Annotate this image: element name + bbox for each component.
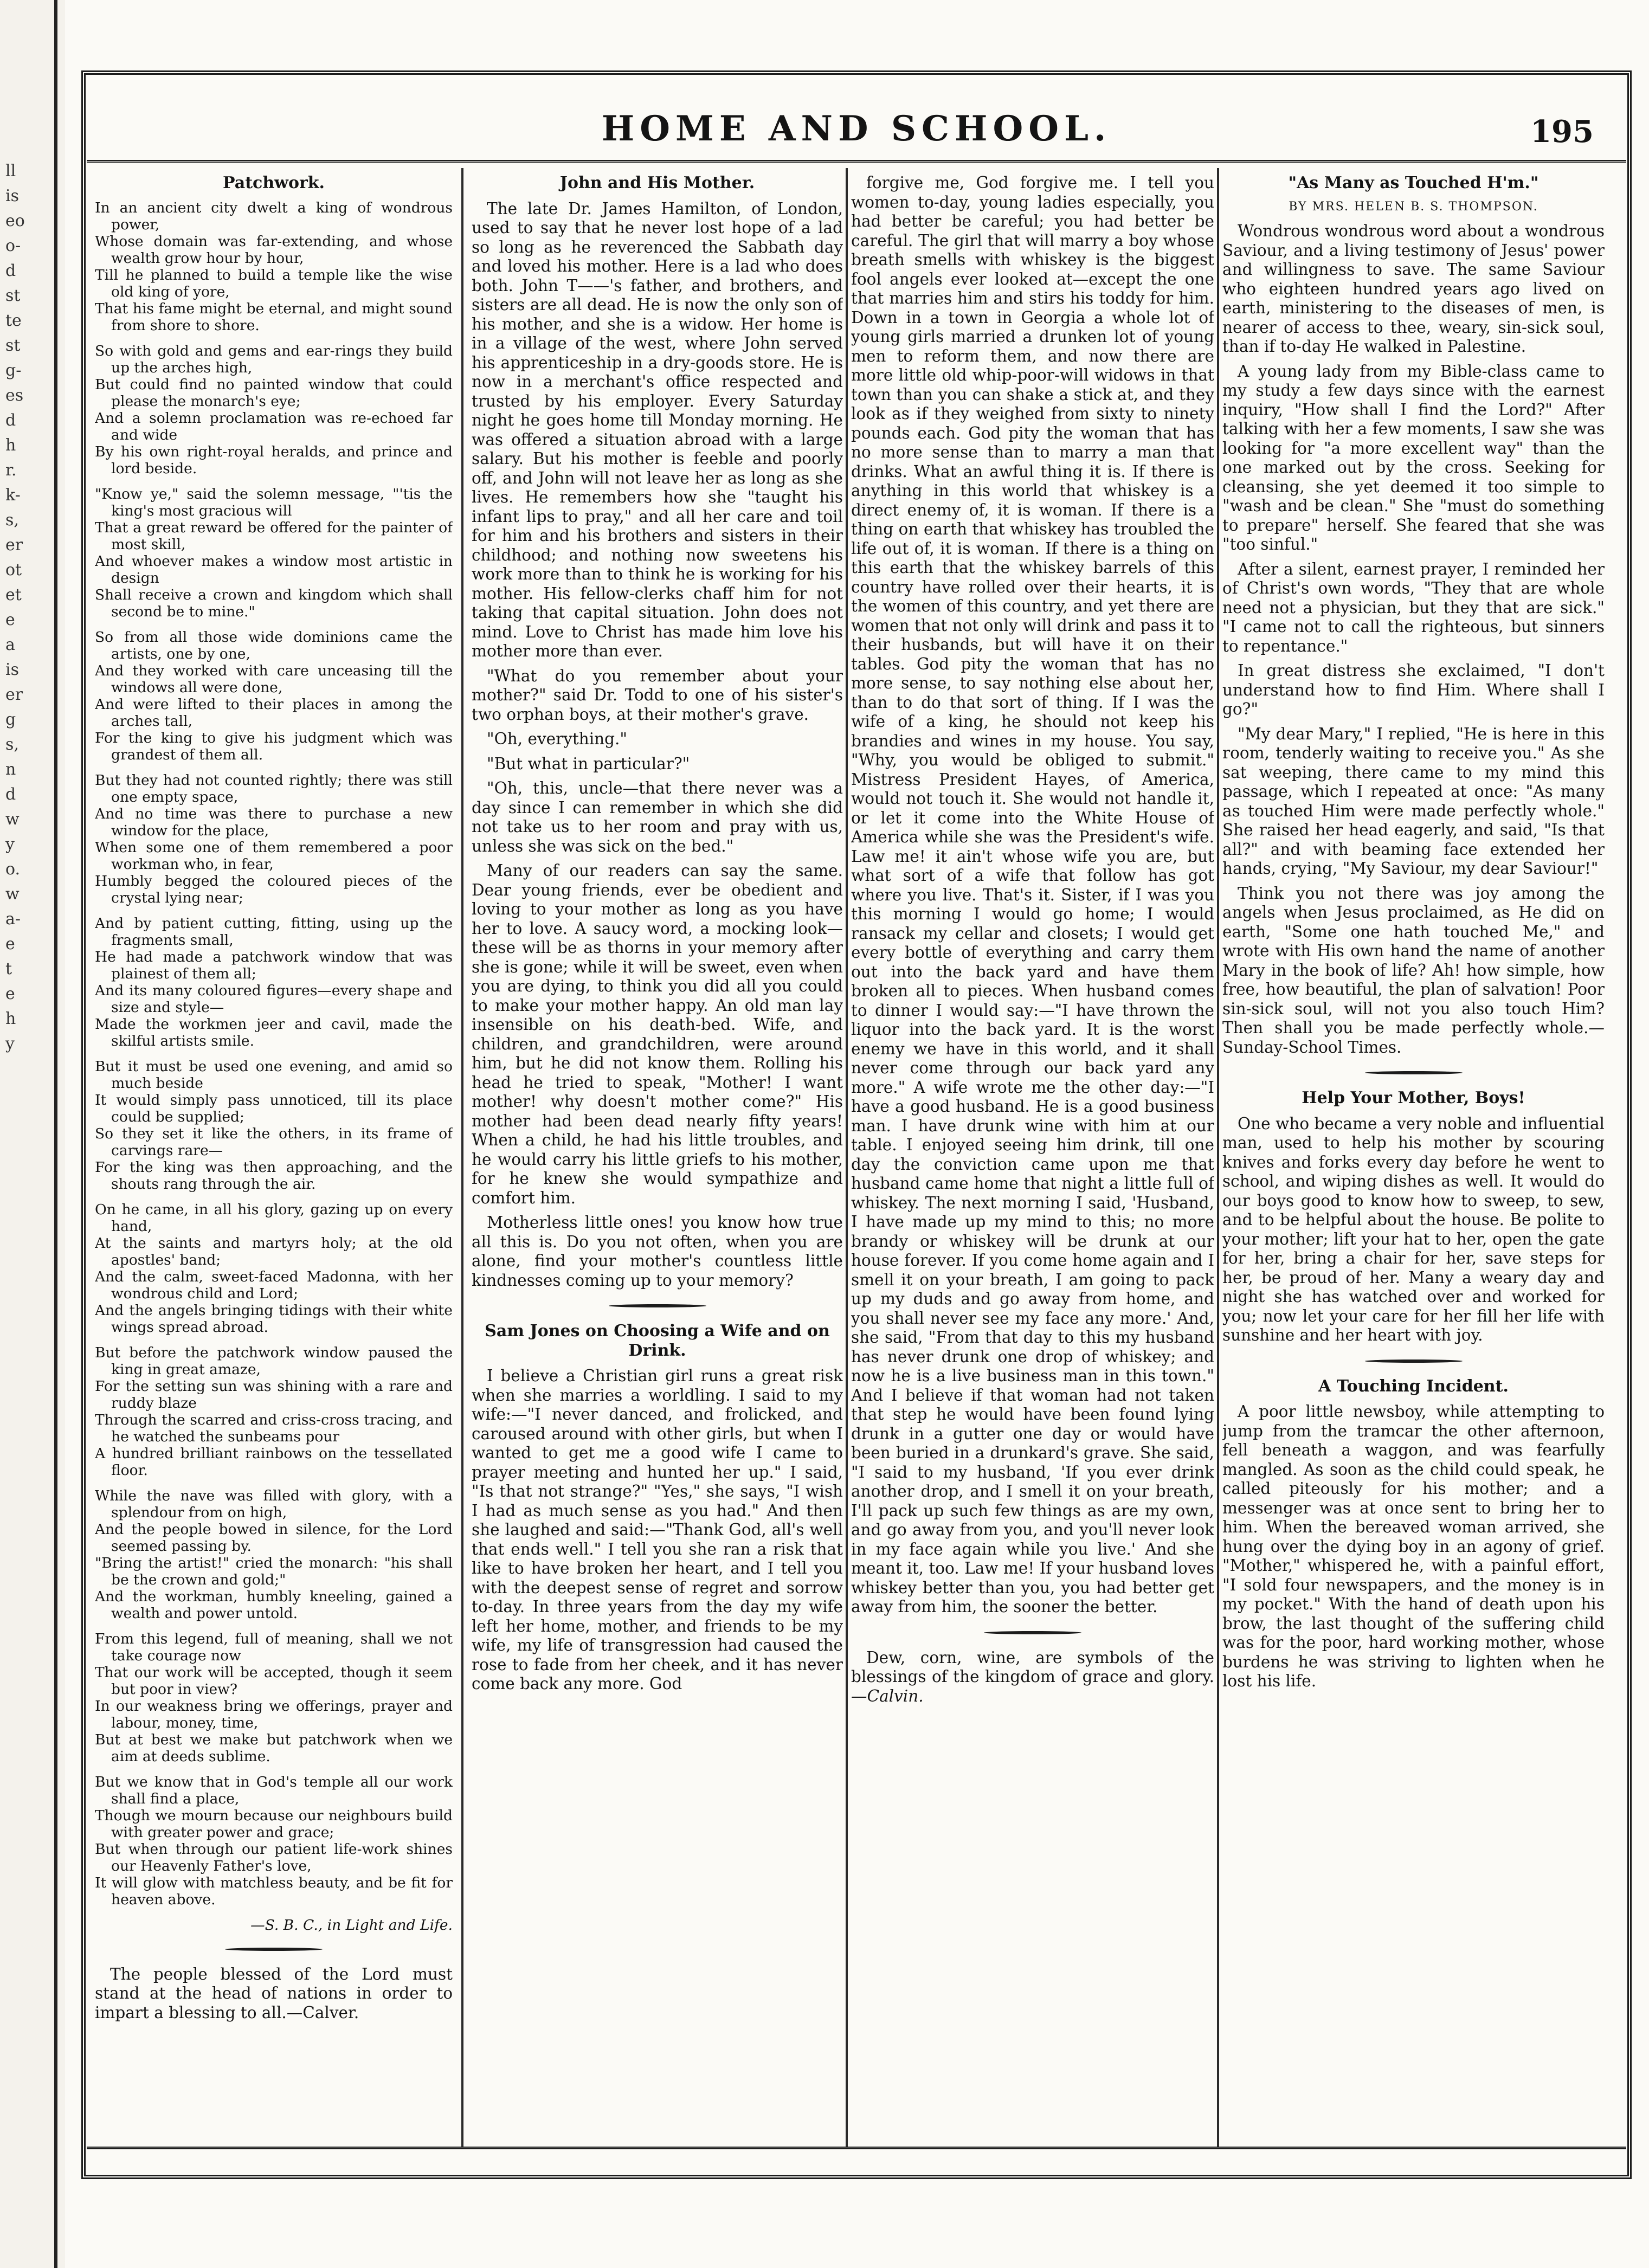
poem-line: By his own right-royal heralds, and prince and lord beside.: [95, 443, 453, 477]
margin-fragment: ll: [5, 162, 16, 181]
paragraph: Many of our readers can say the same. Dear young friends, ever be obedient and loving to your mother as long as you have her to love. A saucy word, a mocking look—these will be as thorns in your memory after she is gone; while it will be sweet, even when you are dying, to think you did all you could to make your mother happy. An old man lay insensible on his death-bed. Wife, and children, and grandchildren, were around him, but he did not know them. Rolling his head he tried to speak, "Mother! I want mother! why doesn't mother come?" His mother had been dead nearly fifty years! When a child, he had his little troubles, and he would carry his little griefs to his mother, for he knew she would sympathize and comfort him.: [472, 861, 843, 1207]
paragraph: "Oh, this, uncle—that there never was a day since I can remember in which she did not take us to her room and pray with us, unless she was sick on the bed.": [472, 779, 843, 855]
section-divider: [984, 1631, 1081, 1634]
poem-line: Humbly begged the coloured pieces of the crystal lying near;: [95, 872, 453, 906]
article-body-touching-incident: [1222, 1402, 1605, 1691]
section-divider: [609, 1304, 706, 1307]
poem-line: But it must be used one evening, and amid so much beside: [95, 1058, 453, 1092]
section-divider: [1365, 1071, 1463, 1074]
poem-line: From this legend, full of meaning, shall we not take courage now: [95, 1630, 453, 1664]
poem-line: Till he planned to build a temple like the wise old king of yore,: [95, 266, 453, 300]
poem-stanza: [95, 1344, 453, 1479]
poem-line: But before the patchwork window paused the king in great amaze,: [95, 1344, 453, 1378]
margin-fragment: d: [5, 261, 16, 280]
paragraph: "Oh, everything.": [487, 730, 627, 748]
quote-text: Dew, corn, wine, are symbols of the blessings of the kingdom of grace and glory.: [851, 1648, 1214, 1686]
paragraph: "My dear Mary," I replied, "He is here in this room, tenderly waiting to receive you." As she sat weeping, there came to my mind this passage, which I repeated at once: "As many as touched Him were made perfectly whole." She raised her head eagerly, and said, "Is that all?" and with beaming face extended her hands, crying, "My Saviour, my dear Saviour!": [1222, 724, 1605, 878]
column-rule: [461, 168, 463, 2147]
margin-fragment: er: [5, 685, 23, 704]
poem-line: And were lifted to their places in among the arches tall,: [95, 695, 453, 730]
column-4: [1222, 173, 1605, 2147]
poem-line: Whose domain was far-extending, and whose wealth grow hour by hour,: [95, 233, 453, 267]
margin-fragment: te: [5, 311, 22, 330]
paragraph: "What do you remember about your mother?" said Dr. Todd to one of his sister's two orphan boys, at their mother's grave.: [472, 666, 843, 724]
margin-fragment: k-: [5, 486, 21, 505]
margin-fragment: t: [5, 959, 12, 978]
quote-signature: —Calvin.: [851, 1686, 924, 1705]
column-rule: [1217, 168, 1219, 2147]
margin-fragment: e: [5, 935, 15, 953]
poem-line: And a solemn proclamation was re-echoed far and wide: [95, 409, 453, 443]
poem-line: But could find no painted window that could please the monarch's eye;: [95, 376, 453, 410]
article-byline: BY MRS. HELEN B. S. THOMPSON.: [1289, 199, 1538, 214]
poem-line: On he came, in all his glory, gazing up on every hand,: [95, 1201, 453, 1235]
margin-fragment: y: [5, 835, 15, 854]
poem-line: That his fame might be eternal, and might sound from shore to shore.: [95, 300, 453, 334]
margin-fragment: et: [5, 585, 22, 604]
poem-line: For the king to give his judgment which was grandest of them all.: [95, 729, 453, 763]
section-divider: [1365, 1359, 1463, 1363]
paragraph: Motherless little ones! you know how true all this is. Do you not often, when you are alone, find your mother's countless little kindnesses coming up to your memory?: [472, 1213, 843, 1290]
margin-fragment: h: [5, 436, 16, 455]
margin-fragment: ot: [5, 560, 22, 579]
poem-stanza: [95, 772, 453, 906]
poem-line: For the setting sun was shining with a rare and ruddy blaze: [95, 1377, 453, 1412]
page-footer-rule: [87, 2147, 1626, 2176]
poem-line: In our weakness bring we offerings, prayer and labour, money, time,: [95, 1697, 453, 1731]
closing-note: The people blessed of the Lord must stand at the head of nations in order to impart a blessing to all.—Calver.: [95, 1964, 453, 2022]
poem-line: So from all those wide dominions came the artists, one by one,: [95, 628, 453, 662]
poem-line: At the saints and martyrs holy; at the old apostles' band;: [95, 1234, 453, 1268]
margin-fragment: st: [5, 336, 21, 355]
poem-line: And its many coloured figures—every shape and size and style—: [95, 982, 453, 1016]
margin-fragment: n: [5, 760, 16, 779]
margin-fragment: e: [5, 984, 15, 1003]
adjacent-page-strip: [0, 0, 65, 2268]
margin-fragment: w: [5, 810, 20, 829]
poem-line: So with gold and gems and ear-rings they build up the arches high,: [95, 342, 453, 376]
poem-stanza: [95, 915, 453, 1049]
margin-fragment: a: [5, 635, 15, 654]
poem-line: "Know ye," said the solemn message, "'tis the king's most gracious will: [95, 485, 453, 519]
margin-fragment: o-: [5, 236, 21, 255]
masthead-title: HOME AND SCHOOL.: [601, 108, 1112, 149]
column-3: [851, 173, 1214, 2147]
article-title-sam-jones: Sam Jones on Choosing a Wife and on Drink.: [485, 1322, 830, 1360]
article-body-john: [472, 199, 843, 1291]
poem-line: And the angels bringing tidings with their white wings spread abroad.: [95, 1301, 453, 1336]
article-body-sam-jones-continued: [851, 173, 1214, 1617]
article-body-help-mother: [1222, 1114, 1605, 1345]
page-number: 195: [1530, 114, 1594, 150]
page-header: [87, 106, 1626, 163]
poem-line: And whoever makes a window most artistic in design: [95, 552, 453, 587]
paragraph: I believe a Christian girl runs a great risk when she marries a worldling. I said to my wife:—"I never danced, and frolicked, and caroused around with other girls, but when I wanted to get me a good wife I came to prayer meeting and hunted her up." I said, "Is that not strange?" "Yes," she says, "I wish I had as much sense as you had." And then she laughed and said:—"Thank God, all's well that ends well." I tell you she ran a risk that like to have broken her heart, and I tell you with the deepest sense of regret and sorrow to-day. In three years from the day my wife left her home, mother, and friends to be my wife, my life of transgression had caused the rose to fade from her cheek, and it has never come back any more. God: [472, 1367, 843, 1693]
article-title-john: John and His Mother.: [559, 173, 755, 192]
paragraph: One who became a very noble and influential man, used to help his mother by scouring knives and forks every day before he went to school, and wiping dishes as well. It would do our boys good to know how to sweep, to sew, and to be helpful about the house. Be polite to your mother; lift your hat to her, open the gate for her, bring a chair for her, save steps for her, be proud of her. Many a weary day and night she has watched over and worked for you; now let your care for her fill her life with sunshine and her heart with joy.: [1222, 1114, 1605, 1344]
calvin-quote: [851, 1648, 1214, 1706]
paragraph: Wondrous wondrous word about a wondrous Saviour, and a living testimony of Jesus' power and willingness to save. The same Saviour who eighteen hundred years ago lived on earth, ministering to the diseases of men, is nearer of access to thee, weary, sin-sick soul, than if to-day He walked in Palestine.: [1222, 222, 1605, 356]
poem-stanza: [95, 1631, 453, 1765]
poem-line: And the people bowed in silence, for the Lord seemed passing by.: [95, 1520, 453, 1555]
paragraph: A poor little newsboy, while attempting to jump from the tramcar the other afternoon, fell beneath a waggon, and was fearfully mangled. As soon as the child could speak, he called piteously for his mother; and a messenger was at once sent to bring her to him. When the bereaved woman arrived, she hung over the dying boy in an agony of grief. "Mother," whispered he, with a painful effort, "I sold four newspapers, and the money is in my pocket." With the hand of death upon his brow, the last thought of the suffering child was for the poor, hard working mother, whose burdens he was striving to lighten when he lost his life.: [1222, 1402, 1605, 1690]
poem-stanza: [95, 629, 453, 763]
poem-stanza: [95, 343, 453, 477]
margin-fragment: eo: [5, 211, 25, 230]
paragraph: In great distress she exclaimed, "I don't understand how to find Him. Where shall I go?": [1222, 661, 1605, 718]
article-title-touched: "As Many as Touched H'm.": [1288, 173, 1539, 192]
column-1: [95, 173, 453, 2147]
margin-fragment: o.: [5, 860, 21, 879]
margin-fragment: d: [5, 411, 16, 430]
poem-line: And by patient cutting, fitting, using up the fragments small,: [95, 914, 453, 949]
poem-line: So they set it like the others, in its frame of carvings rare—: [95, 1125, 453, 1159]
poem-stanza: [95, 199, 453, 334]
margin-fragment: is: [5, 186, 19, 205]
margin-fragment: e: [5, 610, 15, 629]
margin-fragment: is: [5, 660, 19, 679]
poem-line: And they worked with care unceasing till the windows all were done,: [95, 662, 453, 696]
article-title-help-mother: Help Your Mother, Boys!: [1302, 1088, 1525, 1107]
poem-stanza: [95, 1487, 453, 1622]
margin-fragment: w: [5, 885, 20, 904]
article-body-touched: [1222, 222, 1605, 1057]
poem-line: It will glow with matchless beauty, and be fit for heaven above.: [95, 1874, 453, 1908]
section-divider: [225, 1948, 323, 1951]
poem-line: When some one of them remembered a poor workman who, in fear,: [95, 839, 453, 873]
margin-fragment: r.: [5, 461, 17, 480]
paragraph: Think you not there was joy among the angels when Jesus proclaimed, as He did on earth, "Some one hath touched Me," and wrote with His own hand the name of another Mary in the book of life? Ah! how simple, how free, how beautiful, the plan of salvation! Poor sin-sick soul, will not you also touch Him? Then shall you be made perfectly whole.—Sunday-School Times.: [1222, 884, 1605, 1056]
column-rule: [846, 168, 848, 2147]
poem-line: But they had not counted rightly; there was still one empty space,: [95, 771, 453, 806]
poem-line: While the nave was filled with glory, with a splendour from on high,: [95, 1487, 453, 1521]
margin-fragment: g-: [5, 361, 22, 380]
poem-line: And the calm, sweet-faced Madonna, with her wondrous child and Lord;: [95, 1268, 453, 1302]
poem-line: And the workman, humbly kneeling, gained a wealth and power untold.: [95, 1588, 453, 1622]
margin-fragment: g: [5, 710, 16, 729]
poem-line: But we know that in God's temple all our work shall find a place,: [95, 1773, 453, 1807]
paragraph: A young lady from my Bible-class came to my study a few days since with the earnest inquiry, "How shall I find the Lord?" After talking with her a few moments, I saw she was looking for "a more excellent way" than the one marked out by the cross. Seeking for cleansing, she yet deemed it too simple to "wash and be clean." She "must do something to prepare" herself. She feared that she was "too sinful.": [1222, 362, 1605, 553]
paragraph: After a silent, earnest prayer, I reminded her of Christ's own words, "They that are whole need not a physician, but they that are sick." "I came not to call the righteous, but sinners to repentance.": [1222, 559, 1605, 655]
margin-fragment: d: [5, 785, 16, 804]
poem-line: For the king was then approaching, and the shouts rang through the air.: [95, 1158, 453, 1193]
poem-line: In an ancient city dwelt a king of wondrous power,: [95, 199, 453, 233]
poem-line: Made the workmen jeer and cavil, made the skilful artists smile.: [95, 1015, 453, 1049]
article-title-touching-incident: A Touching Incident.: [1318, 1376, 1509, 1396]
poem-line: "Bring the artist!" cried the monarch: "his shall be the crown and gold;": [95, 1554, 453, 1588]
poem-stanza: [95, 1774, 453, 1908]
paragraph: "But what in particular?": [487, 754, 690, 773]
paragraph: forgive me, God forgive me. I tell you women to-day, young ladies especially, you had better be careful; you had better be careful. The girl that will marry a boy whose breath smells with whiskey is the biggest fool angels ever looked at—except the one that marries him and stirs his toddy for him. Down in a town in Georgia a whole lot of young girls married a drunken lot of young men to reform them, and now there are more little old whip-poor-will widows in that town than you can shake a stick at, and they look as if they weighed from sixty to ninety pounds each. God pity the woman that has no more sense than to marry a man that drinks. What an awful thing it is. If there is anything in this world that whiskey is a direct enemy of, it is woman. If there is a thing on earth that whiskey has troubled the life out of, it is woman. If there is a thing on this earth that the whiskey barrels of this country have rolled over their hearts, it is the women of this country, and yet there are women that not only will drink and pass it to their husbands, but will have it on their tables. God pity the woman that has no more sense, to say nothing else about her, than to do that sort of thing. If I was the wife of a king, he should not keep his brandies and wines in my house. You say, "Why, you would be obliged to submit." Mistress President Hayes, of America, would not touch it. She would not handle it, or let it come into the White House of America while she was the President's wife. Law me! it ain't whose wife you are, but what sort of a wife that follow has got where you live. That's it. Sister, if I was you this morning I would go home; I would ransack my cellar and closets; I would get every bottle of everything and carry them out into the back yard and have them broken all to pieces. When husband comes to dinner I would say:—"I have thrown the liquor into the back yard. It is the worst enemy we have in this world, and it shall never come through our back yard any more." A wife wrote me the other day:—"I have a good husband. He is a good business man. I have drunk wine with him at our table. I enjoyed seeing him drink, till one day the conviction came upon me that husband came home that night a little full of whiskey. The next morning I said, 'Husband, I have made up my mind to this; no more brandy or whiskey will be drunk at our house forever. If you come home again and I smell it on your breath, I am going to pack up my duds and go away from home, and you shall never see my face any more.' And, she said, "From that day to this my husband has never drunk one drop of whiskey; and now he is a live business man in this town." And I believe if that woman had not taken that step he would have been found lying drunk in a gutter one day or would have been buried in a drunkard's grave. She said, "I said to my husband, 'If you ever drink another drop, and I smell it on your breath, I'll pack up such few things as are my own, and go away from you, and you'll never look in my face again while you live.' And she meant it, too. Law me! If your husband loves whiskey better than you, you had better get away from him, the sooner the better.: [851, 173, 1214, 1616]
poem-title: Patchwork.: [223, 173, 325, 192]
margin-fragment: st: [5, 286, 21, 305]
poem-line: Though we mourn because our neighbours build with greater power and grace;: [95, 1807, 453, 1841]
poem-line: A hundred brilliant rainbows on the tessellated floor.: [95, 1445, 453, 1479]
poem-line: Shall receive a crown and kingdom which shall second be to mine.": [95, 586, 453, 620]
margin-fragment: er: [5, 536, 23, 555]
poem-line: That a great reward be offered for the painter of most skill,: [95, 519, 453, 553]
poem-stanza: [95, 486, 453, 620]
margin-fragment: s,: [5, 511, 19, 530]
poem-line: That our work will be accepted, though it seem but poor in view?: [95, 1664, 453, 1698]
poem-line: And no time was there to purchase a new window for the place,: [95, 805, 453, 839]
poem-attribution: —S. B. C., in Light and Life.: [250, 1916, 453, 1934]
poem-stanza: [95, 1201, 453, 1336]
margin-fragment: s,: [5, 735, 19, 754]
poem-line: But when through our patient life-work shines our Heavenly Father's love,: [95, 1840, 453, 1874]
article-body-sam-jones: [472, 1367, 843, 1694]
paragraph: The late Dr. James Hamilton, of London, used to say that he never lost hope of a lad so long as he reverenced the Sabbath day and loved his mother. Here is a lad who does both. John T——'s father, and brothers, and sisters are all dead. He is now the only son of his mother, and she is a widow. Her home is in a village of the west, where John served his apprenticeship in a dry-goods store. He is now in a merchant's office respected and trusted by his employer. Every Saturday night he goes home till Monday morning. He was offered a situation abroad with a large salary. But his mother is feeble and poorly off, and John will not leave her as long as she lives. He remembers how she "taught his infant lips to pray," and all her care and toil for him and his brothers and sisters in their childhood; and nothing now sweetens his work more than to think he is working for his mother. His fellow-clerks chaff him for not taking that capital situation. John does not mind. Love to Christ has made him love his mother more than ever.: [472, 199, 843, 660]
margin-fragment: h: [5, 1009, 16, 1028]
binding-edge: [54, 0, 57, 2268]
poem-patchwork: [95, 199, 453, 1908]
poem-line: He had made a patchwork window that was plainest of them all;: [95, 948, 453, 982]
margin-fragment: a-: [5, 910, 21, 929]
poem-line: Through the scarred and criss-cross tracing, and he watched the sunbeams pour: [95, 1411, 453, 1445]
poem-stanza: [95, 1058, 453, 1193]
column-2: [472, 173, 843, 2147]
poem-line: But at best we make but patchwork when we aim at deeds sublime.: [95, 1731, 453, 1765]
poem-line: It would simply pass unnoticed, till its place could be supplied;: [95, 1091, 453, 1125]
margin-fragment: y: [5, 1034, 15, 1053]
margin-fragment: es: [5, 386, 24, 405]
